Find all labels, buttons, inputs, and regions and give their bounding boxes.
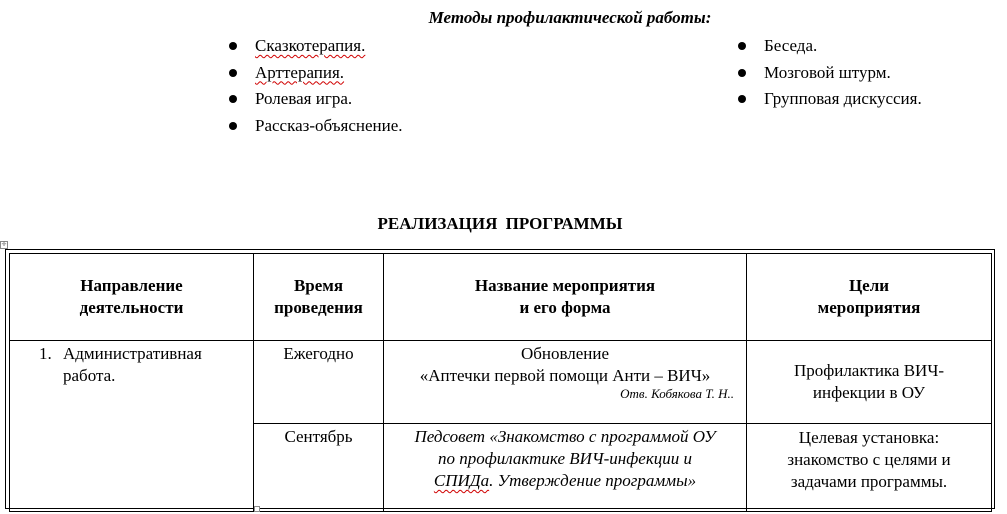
- list-item: [229, 86, 403, 113]
- event-cell: Педсовет «Знакомство с программой ОУ по профилактике ВИЧ-инфекции и СПИДа. Утверждение программы»: [384, 424, 747, 512]
- section-title: РЕАЛИЗАЦИЯ ПРОГРАММЫ: [377, 214, 623, 233]
- list-item: [229, 60, 403, 87]
- list-item-label: Беседа.: [764, 36, 818, 55]
- methods-list-left: [229, 33, 403, 139]
- move-handle-icon[interactable]: ✛: [1, 242, 7, 248]
- list-item-label: Рассказ-объяснение.: [255, 115, 403, 135]
- goal-cell: Профилактика ВИЧ- инфекции в ОУ: [747, 341, 992, 424]
- event-cell: Обновление «Аптечки первой помощи Анти – ВИЧ» Отв. Кобякова Т. Н..: [384, 341, 747, 424]
- header-event: Название мероприятия и его форма: [384, 254, 747, 341]
- list-item: [229, 113, 403, 140]
- responsible-person: Отв. Кобякова Т. Н..: [620, 386, 734, 401]
- program-table: [9, 253, 992, 512]
- direction-cell: [10, 341, 254, 512]
- list-item: [738, 86, 922, 113]
- header-time: Время проведения: [254, 254, 384, 341]
- header-direction: Направление деятельности: [10, 254, 254, 341]
- time-cell: Сентябрь: [254, 424, 384, 512]
- header-goals: Цели мероприятия: [747, 254, 992, 341]
- list-item-label: Мозговой штурм.: [764, 62, 891, 82]
- table-row: [10, 341, 992, 424]
- table-header-row: [10, 254, 992, 341]
- list-item: [738, 33, 922, 60]
- direction-text: Административная: [63, 344, 202, 363]
- methods-title: Методы профилактической работы:: [428, 8, 712, 27]
- list-item-label: Сказкотерапия.: [255, 36, 366, 55]
- goal-cell: Целевая установка: знакомство с целями и задачами программы.: [747, 424, 992, 512]
- list-number: 1.: [39, 344, 52, 363]
- list-item-label: Арттерапия.: [255, 62, 345, 82]
- resize-handle-icon[interactable]: [254, 506, 260, 512]
- list-item-label: Ролевая игра.: [255, 89, 353, 108]
- list-item-label: Групповая дискуссия.: [764, 89, 922, 108]
- list-item: [229, 33, 403, 60]
- methods-list-right: [738, 33, 922, 113]
- list-item: [738, 60, 922, 87]
- direction-text: работа.: [63, 366, 116, 385]
- time-cell: Ежегодно: [254, 341, 384, 424]
